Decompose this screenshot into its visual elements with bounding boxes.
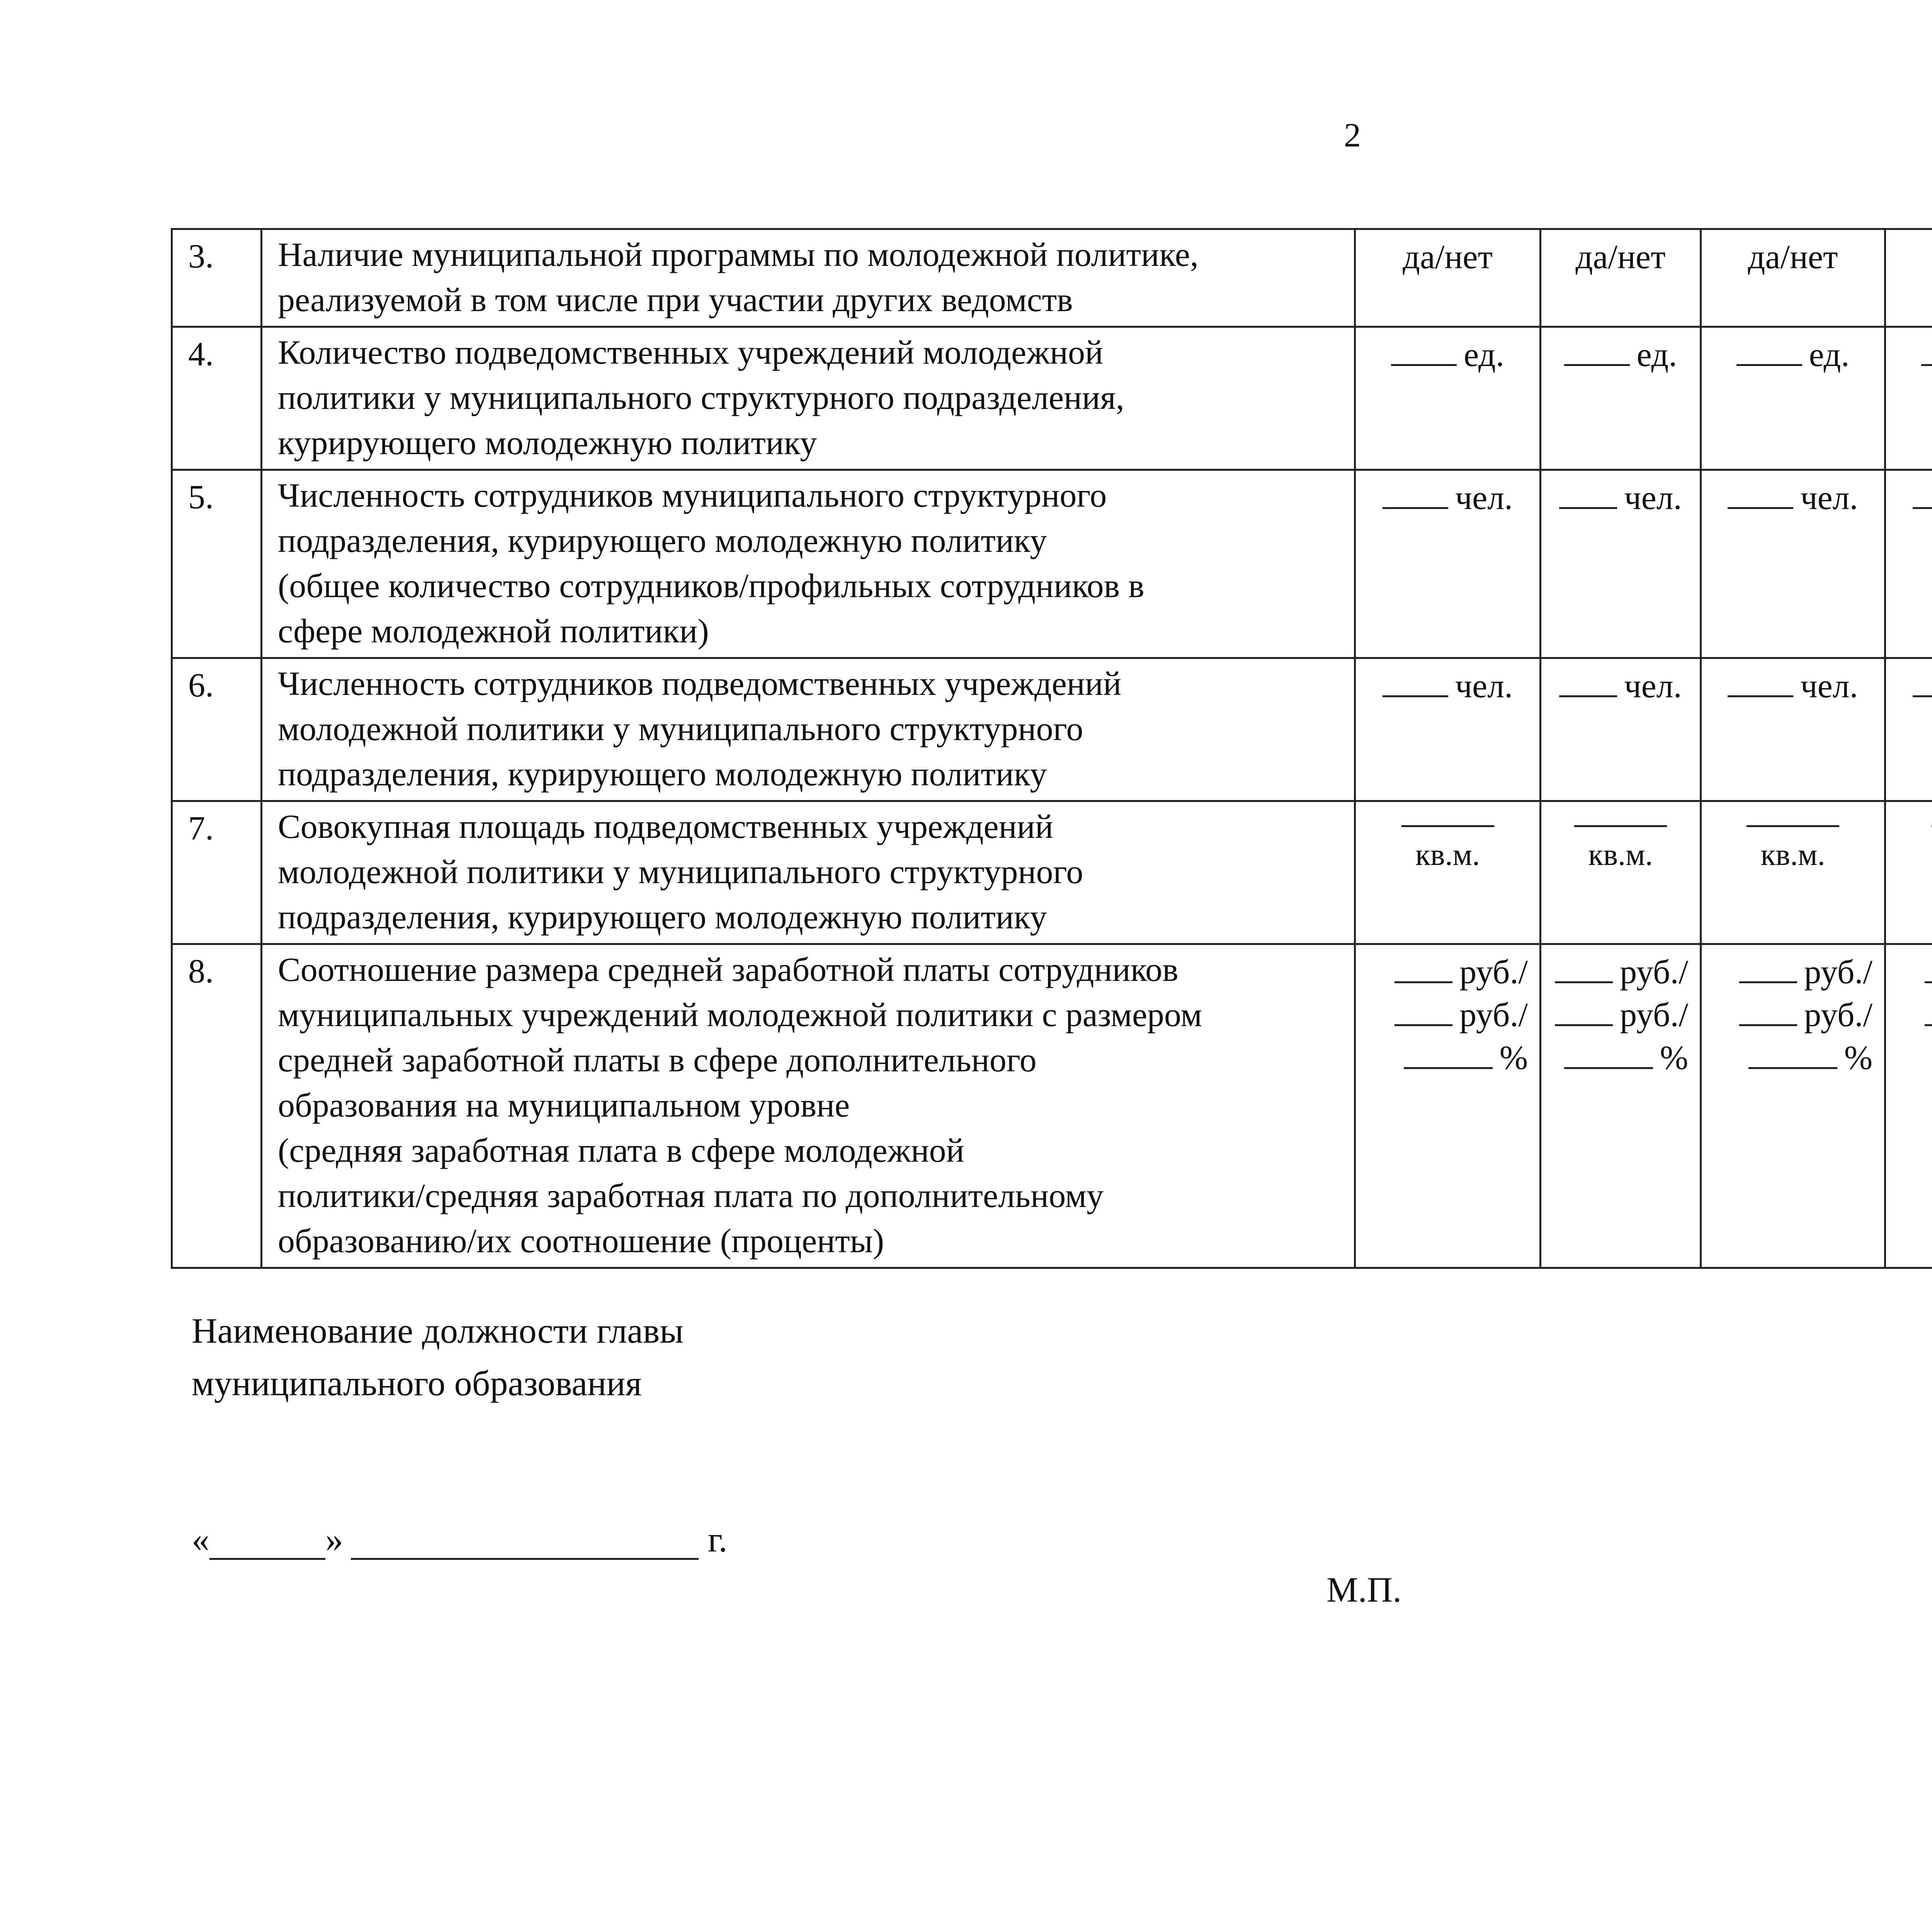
description-line: Численность сотрудников муниципального структурного: [278, 477, 1107, 514]
page-number: 2: [1344, 117, 1361, 154]
description-line: средней заработной платы в сфере дополнительного: [278, 1042, 1037, 1079]
value-cell[interactable]: [1541, 658, 1701, 801]
table-row: [172, 801, 1932, 944]
blank-line: [1559, 664, 1617, 697]
unit-label: руб./: [1620, 996, 1688, 1034]
value-cell[interactable]: [1541, 327, 1701, 470]
unit-label: ед.: [1809, 336, 1850, 374]
value-cell[interactable]: [1885, 470, 1932, 658]
value-cell[interactable]: [1701, 944, 1885, 1268]
date-quote-close: »: [325, 1520, 343, 1559]
value-cell[interactable]: [1885, 658, 1932, 801]
description-line: сфере молодежной политики): [278, 613, 709, 650]
unit-label: кв.м.: [1415, 838, 1480, 872]
description-line: молодежной политики у муниципального структурного: [278, 710, 1083, 748]
value-cell[interactable]: [1355, 470, 1541, 658]
unit-label: кв.м.: [1760, 838, 1825, 872]
row-description: [262, 470, 1355, 658]
value-cell[interactable]: [1885, 327, 1932, 470]
row-number: 8.: [172, 944, 262, 1268]
description-line: политики у муниципального структурного подразделения,: [278, 379, 1124, 417]
unit-label: чел.: [1624, 667, 1682, 705]
value-cell[interactable]: да/нет: [1701, 229, 1885, 327]
blank-line: [1559, 475, 1617, 509]
unit-label: руб./: [1620, 953, 1688, 991]
date-line: [192, 1519, 727, 1560]
row-number: 7.: [172, 801, 262, 944]
row-number: 4.: [172, 327, 262, 470]
blank-line: [1383, 475, 1448, 509]
value-cell[interactable]: [1701, 658, 1885, 801]
row-number: 6.: [172, 658, 262, 801]
unit-label: %: [1660, 1039, 1688, 1077]
value-cell[interactable]: [1885, 944, 1932, 1268]
blank-line: [1748, 1035, 1837, 1069]
description-line: Количество подведомственных учреждений молодежной: [278, 334, 1104, 371]
row-description: [262, 801, 1355, 944]
description-line: подразделения, курирующего молодежную политику: [278, 899, 1047, 936]
unit-label: ед.: [1636, 336, 1677, 374]
description-line: курирующего молодежную политику: [278, 424, 817, 462]
row-description: [262, 229, 1355, 327]
blank-line: [1383, 664, 1448, 697]
official-position: [192, 1304, 684, 1410]
blank-line: [1736, 332, 1802, 366]
value-cell[interactable]: [1885, 801, 1932, 944]
blank-line: [1913, 664, 1932, 697]
unit-label: %: [1844, 1039, 1872, 1077]
row-description: [262, 327, 1355, 470]
value-cell[interactable]: да/нет: [1541, 229, 1701, 327]
description-line: муниципальных учреждений молодежной политики с размером: [278, 996, 1202, 1034]
blank-line: [1395, 993, 1452, 1026]
blank-line: [1395, 950, 1452, 983]
row-description: [262, 658, 1355, 801]
description-line: политики/средняя заработная плата по дополнительному: [278, 1177, 1104, 1215]
year-suffix: г.: [708, 1520, 728, 1559]
blank-line: [1404, 1035, 1493, 1069]
description-line: (средняя заработная плата в сфере молодежной: [278, 1132, 964, 1170]
unit-label: чел.: [1800, 479, 1858, 517]
description-line: (общее количество сотрудников/профильных сотрудников в: [278, 567, 1145, 605]
blank-line: [1925, 950, 1932, 983]
position-line: Наименование должности главы: [192, 1311, 684, 1350]
value-cell[interactable]: [1355, 327, 1541, 470]
unit-label: %: [1499, 1039, 1528, 1077]
blank-line: [1739, 993, 1797, 1026]
blank-line: [1925, 993, 1932, 1026]
unit-label: руб./: [1804, 953, 1872, 991]
value-cell[interactable]: [1701, 327, 1885, 470]
unit-label: чел.: [1455, 479, 1513, 517]
description-line: Наличие муниципальной программы по молодежной политике,: [278, 236, 1199, 274]
description-line: образованию/их соотношение (проценты): [278, 1222, 884, 1260]
value-cell[interactable]: [1355, 658, 1541, 801]
position-line: муниципального образования: [192, 1364, 642, 1403]
report-table: [171, 228, 1932, 1269]
value-cell[interactable]: [1885, 229, 1932, 327]
row-number: 5.: [172, 470, 262, 658]
description-line: образования на муниципальном уровне: [278, 1087, 850, 1124]
blank-line: [1555, 993, 1613, 1026]
description-line: молодежной политики у муниципального структурного: [278, 853, 1083, 891]
description-line: Совокупная площадь подведомственных учреждений: [278, 808, 1053, 846]
description-line: Численность сотрудников подведомственных учреждений: [278, 665, 1122, 703]
value-cell[interactable]: [1355, 944, 1541, 1268]
table-row: [172, 658, 1932, 801]
blank-line: [1401, 825, 1494, 827]
blank-line: [1747, 825, 1839, 827]
row-number: 3.: [172, 229, 262, 327]
row-description: [262, 944, 1355, 1268]
blank-line: [1913, 475, 1932, 509]
unit-label: чел.: [1455, 667, 1513, 705]
value-cell[interactable]: [1355, 801, 1541, 944]
blank-line: [1555, 950, 1613, 983]
table-row: [172, 327, 1932, 470]
value-cell[interactable]: [1541, 801, 1701, 944]
unit-label: кв.м.: [1588, 838, 1653, 872]
blank-line: [1564, 1035, 1653, 1069]
description-line: Соотношение размера средней заработной платы сотрудников: [278, 951, 1179, 989]
unit-label: руб./: [1459, 996, 1528, 1034]
blank-line: [1921, 332, 1932, 366]
description-line: подразделения, курирующего молодежную политику: [278, 522, 1047, 560]
blank-line: [1739, 950, 1797, 983]
description-line: подразделения, курирующего молодежную политику: [278, 756, 1047, 793]
date-quote-open: «: [192, 1520, 209, 1559]
unit-label: руб./: [1459, 953, 1528, 991]
table-row: [172, 944, 1932, 1268]
month-year-field[interactable]: [351, 1523, 699, 1560]
table-row: [172, 229, 1932, 327]
table-row: [172, 470, 1932, 658]
value-cell[interactable]: [1701, 470, 1885, 658]
unit-label: чел.: [1624, 479, 1682, 517]
blank-line: [1574, 825, 1667, 827]
blank-line: [1728, 475, 1793, 509]
blank-line: [1728, 664, 1793, 697]
unit-label: руб./: [1804, 996, 1872, 1034]
value-cell[interactable]: [1541, 944, 1701, 1268]
stamp-placeholder: М.П.: [1326, 1570, 1402, 1609]
value-cell[interactable]: [1541, 470, 1701, 658]
blank-line: [1564, 332, 1630, 366]
unit-label: чел.: [1800, 667, 1858, 705]
value-cell[interactable]: да/нет: [1355, 229, 1541, 327]
blank-line: [1391, 332, 1457, 366]
description-line: реализуемой в том числе при участии других ведомств: [278, 281, 1073, 319]
value-cell[interactable]: [1701, 801, 1885, 944]
day-field[interactable]: [209, 1523, 325, 1560]
unit-label: ед.: [1464, 336, 1504, 374]
